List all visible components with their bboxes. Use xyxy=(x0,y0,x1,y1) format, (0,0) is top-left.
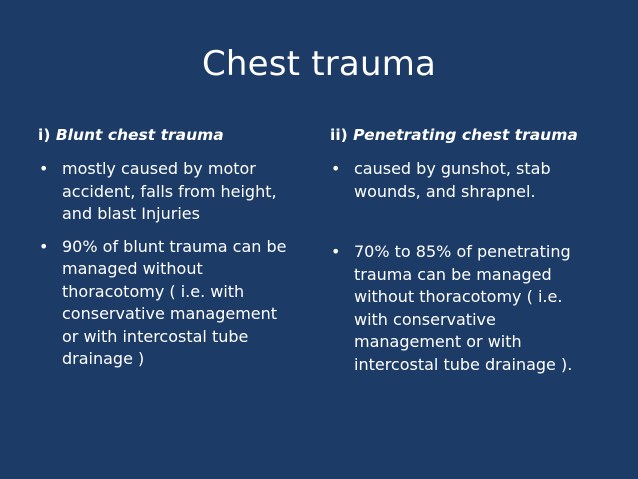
bullet-line: managed without xyxy=(62,259,203,278)
right-heading-number: ii) xyxy=(330,126,348,144)
bullet-line: 70% to 85% of penetrating xyxy=(354,242,571,261)
left-heading-text: Blunt chest trauma xyxy=(55,126,224,144)
bullet-line: mostly caused by motor xyxy=(62,159,256,178)
bullet-icon: • xyxy=(331,159,341,178)
list-item xyxy=(330,158,605,203)
bullet-line: intercostal tube drainage ). xyxy=(354,354,573,374)
list-item xyxy=(38,236,313,371)
bullet-line: without thoracotomy ( i.e. xyxy=(354,287,563,306)
right-column xyxy=(330,124,605,376)
right-heading-text: Penetrating chest trauma xyxy=(353,126,578,144)
bullet-line: management or with xyxy=(354,332,522,351)
bullet-line: or with intercostal tube xyxy=(62,326,249,346)
slide-title: Chest trauma xyxy=(201,44,437,84)
left-column xyxy=(38,124,313,371)
bullet-icon: • xyxy=(39,236,49,256)
left-bullet-list xyxy=(38,158,313,371)
list-item xyxy=(330,241,605,376)
bullet-line: conservative management xyxy=(62,304,278,323)
bullet-line: and blast Injuries xyxy=(62,204,200,223)
left-column-heading xyxy=(38,124,313,146)
bullet-line: caused by gunshot, stab xyxy=(354,159,551,178)
bullet-line: with conservative xyxy=(354,309,496,329)
left-heading-number: i) xyxy=(38,126,51,144)
bullet-icon: • xyxy=(331,242,341,261)
bullet-line: thoracotomy ( i.e. with xyxy=(62,281,245,301)
bullet-line: wounds, and shrapnel. xyxy=(354,181,536,201)
right-bullet-list xyxy=(330,158,605,376)
bullet-icon: • xyxy=(39,159,49,178)
bullet-line: trauma can be managed xyxy=(354,264,552,284)
bullet-line: drainage ) xyxy=(62,349,145,368)
bullet-line: 90% of blunt trauma can be xyxy=(62,236,287,256)
bullet-line: accident, falls from height, xyxy=(62,181,277,201)
right-column-heading xyxy=(330,124,605,146)
list-item xyxy=(38,158,313,226)
